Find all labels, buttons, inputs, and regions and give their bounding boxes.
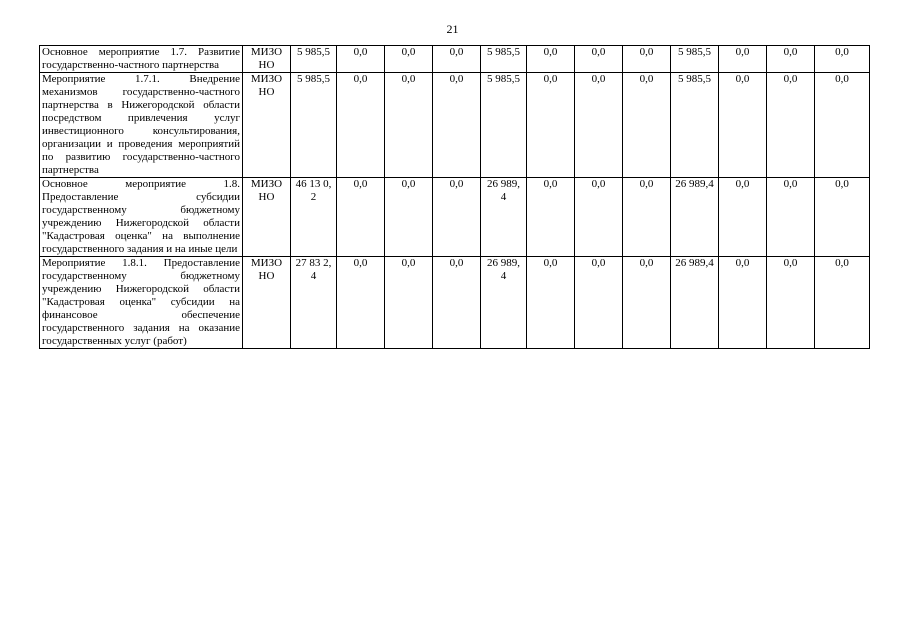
value-cell: 0,0 bbox=[527, 178, 575, 257]
value-cell: 0,0 bbox=[815, 178, 870, 257]
value-cell: 0,0 bbox=[433, 257, 481, 349]
value-cell: 0,0 bbox=[575, 46, 623, 73]
budget-table bbox=[39, 45, 870, 349]
value-cell: 0,0 bbox=[623, 73, 671, 178]
value-cell: 0,0 bbox=[433, 178, 481, 257]
value-cell: 0,0 bbox=[767, 178, 815, 257]
activity-name-cell: Основное мероприятие 1.7. Развитие государственно-частного партнерства bbox=[40, 46, 243, 73]
executor-cell: МИЗО НО bbox=[243, 46, 291, 73]
value-cell: 26 989,4 bbox=[671, 257, 719, 349]
value-cell: 0,0 bbox=[815, 46, 870, 73]
value-cell: 5 985,5 bbox=[671, 46, 719, 73]
value-cell: 0,0 bbox=[767, 73, 815, 178]
value-cell: 0,0 bbox=[337, 257, 385, 349]
value-cell: 0,0 bbox=[623, 178, 671, 257]
value-cell: 0,0 bbox=[623, 46, 671, 73]
value-cell: 0,0 bbox=[767, 257, 815, 349]
value-cell: 5 985,5 bbox=[481, 46, 527, 73]
value-cell: 0,0 bbox=[815, 257, 870, 349]
table-row bbox=[40, 73, 870, 178]
table-row bbox=[40, 178, 870, 257]
executor-cell: МИЗО НО bbox=[243, 178, 291, 257]
value-cell: 0,0 bbox=[385, 46, 433, 73]
table-row bbox=[40, 46, 870, 73]
value-cell: 0,0 bbox=[527, 257, 575, 349]
value-cell: 27 83 2,4 bbox=[291, 257, 337, 349]
value-cell: 0,0 bbox=[385, 178, 433, 257]
page-number: 21 bbox=[446, 22, 459, 36]
value-cell: 0,0 bbox=[527, 73, 575, 178]
value-cell: 0,0 bbox=[527, 46, 575, 73]
value-cell: 26 989,4 bbox=[481, 178, 527, 257]
value-cell: 0,0 bbox=[433, 73, 481, 178]
value-cell: 5 985,5 bbox=[671, 73, 719, 178]
activity-name-cell: Основное мероприятие 1.8. Предоставление субсидии государственному бюджетному учреждению Нижегородской области "Кадастровая оценка" на выполнение государственного задания и на иные цели bbox=[40, 178, 243, 257]
value-cell: 0,0 bbox=[337, 178, 385, 257]
value-cell: 0,0 bbox=[623, 257, 671, 349]
value-cell: 26 989,4 bbox=[481, 257, 527, 349]
value-cell: 0,0 bbox=[719, 178, 767, 257]
activity-name-cell: Мероприятие 1.7.1. Внедрение механизмов государственно-частного партнерства в Нижегородской области посредством привлечения услуг инвестиционного консультирования, организации и проведения мероприятий по развитию государственно-частного партнерства bbox=[40, 73, 243, 178]
value-cell: 0,0 bbox=[575, 257, 623, 349]
value-cell: 0,0 bbox=[575, 73, 623, 178]
table-row bbox=[40, 257, 870, 349]
executor-cell: МИЗО НО bbox=[243, 257, 291, 349]
value-cell: 0,0 bbox=[719, 73, 767, 178]
value-cell: 0,0 bbox=[719, 46, 767, 73]
value-cell: 0,0 bbox=[575, 178, 623, 257]
value-cell: 0,0 bbox=[337, 46, 385, 73]
value-cell: 0,0 bbox=[767, 46, 815, 73]
value-cell: 0,0 bbox=[385, 73, 433, 178]
value-cell: 0,0 bbox=[385, 257, 433, 349]
value-cell: 0,0 bbox=[815, 73, 870, 178]
value-cell: 5 985,5 bbox=[481, 73, 527, 178]
value-cell: 46 13 0,2 bbox=[291, 178, 337, 257]
value-cell: 5 985,5 bbox=[291, 46, 337, 73]
value-cell: 26 989,4 bbox=[671, 178, 719, 257]
activity-name-cell: Мероприятие 1.8.1. Предоставление государственному бюджетному учреждению Нижегородской области "Кадастровая оценка" субсидии на финансовое обеспечение государственного задания на оказание государственных услуг (работ) bbox=[40, 257, 243, 349]
value-cell: 5 985,5 bbox=[291, 73, 337, 178]
executor-cell: МИЗО НО bbox=[243, 73, 291, 178]
value-cell: 0,0 bbox=[337, 73, 385, 178]
value-cell: 0,0 bbox=[433, 46, 481, 73]
value-cell: 0,0 bbox=[719, 257, 767, 349]
